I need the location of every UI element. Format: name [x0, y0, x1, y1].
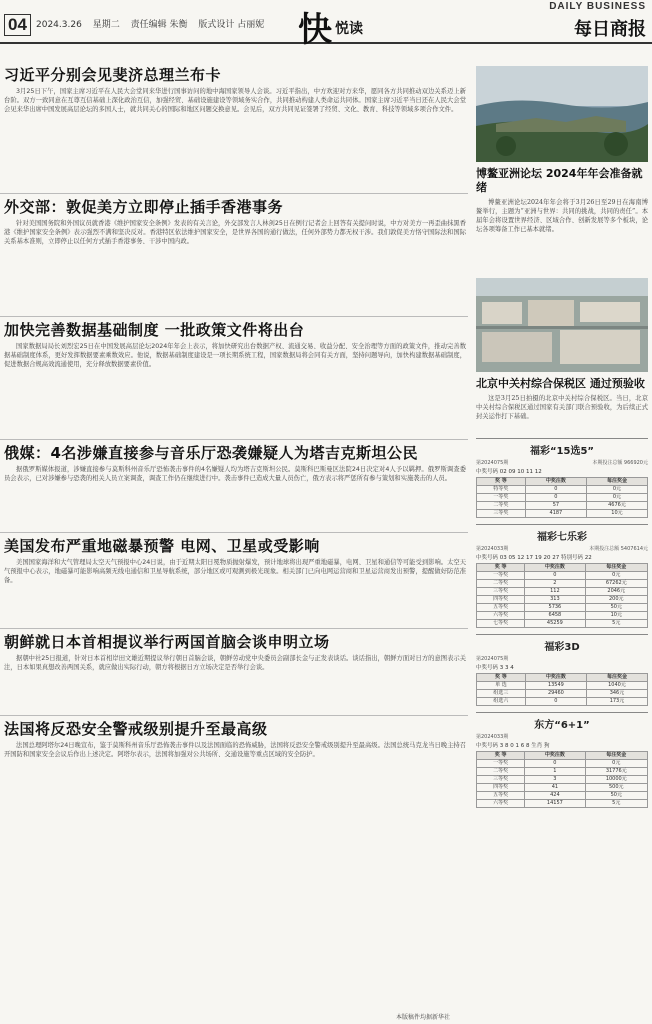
designer-credit: 版式设计 占丽妮 [198, 20, 265, 30]
lottery-numbers: 中奖号码 3 3 4 [476, 665, 514, 671]
table-row: 二等奖 1 31776元 [477, 768, 648, 776]
article-headline: 美国发布严重地磁暴预警 电网、卫星或受影响 [4, 537, 320, 555]
lottery-3d [476, 634, 648, 706]
table-row: 七等奖 45259 5元 [477, 620, 648, 628]
table-row: 一等奖 0 0元 [477, 572, 648, 580]
table-row: 特等奖 0 0元 [477, 486, 648, 494]
source-credit: 本版稿件均据新华社 [396, 1014, 451, 1021]
col-header: 中奖注数 [525, 478, 586, 486]
divider [0, 532, 468, 533]
issue-date: 2024.3.26 [36, 20, 82, 30]
lottery-period: 第2024075期 [476, 460, 509, 466]
lottery-numbers: 中奖号码 03 05 12 17 19 20 27 特别号码 22 [476, 555, 592, 561]
lottery-numbers: 中奖号码 3 8 0 1 6 8 生肖 狗 [476, 743, 550, 749]
article-dprk-japan [0, 633, 468, 708]
boao-island-photo [476, 66, 648, 162]
brand-chinese: 每日商报 [574, 19, 646, 40]
lottery-qilecai [476, 524, 648, 628]
article-body: 美国国家海洋和大气管理局太空天气预报中心24日说，由于近期太阳日冕物质抛射爆发，预计地球将出现严重地磁暴，电网、卫星和通信等可能受到影响。太空天气预报中心表示，地磁暴可能影响高频无线电通信和卫星导航系统，部分地区或可观测到极光现象。相关部门已向电网运营商和卫星运营商发出预警，提醒做好防范准备。 [4, 559, 466, 584]
article-headline: 法国将反恐安全警戒级别提升至最高级 [4, 720, 268, 738]
article-body: 据俄罗斯媒体报道，涉嫌直接参与莫斯科州音乐厅恐怖袭击事件的4名嫌疑人均为塔吉克斯坦公民。莫斯科巴斯曼区法院24日决定对4人予以羁押。俄罗斯调查委员会表示，已对涉嫌参与恐袭的相关人员立案调查，调查工作仍在继续进行中。袭击事件已造成大量人员伤亡，俄方表示将严惩所有参与策划和实施袭击的人员。 [4, 466, 466, 482]
table-row: 组选六 0 173元 [477, 698, 648, 706]
article-mfa-hongkong [0, 198, 468, 309]
lottery-table [476, 563, 648, 628]
main-column [0, 66, 468, 802]
divider [0, 628, 468, 629]
table-row: 一等奖 0 0元 [477, 760, 648, 768]
divider [0, 316, 468, 317]
table-row: 二等奖 2 67262元 [477, 580, 648, 588]
sidebar-story-body: 这是3月25日拍摄的北京中关村综合保税区。当日，北京中关村综合保税区通过国家有关部门联合预验收，为后续正式封关运作打下基础。 [476, 395, 648, 420]
lottery-title: 福彩“15选5” [529, 446, 595, 457]
table-row: 五等奖 5736 50元 [477, 604, 648, 612]
article-headline: 外交部：敦促美方立即停止插手香港事务 [4, 198, 284, 216]
table-row: 四等奖 313 200元 [477, 596, 648, 604]
table-row: 三等奖 112 2046元 [477, 588, 648, 596]
bonded-zone-aerial-photo [476, 278, 648, 372]
lottery-title: 福彩七乐彩 [537, 532, 587, 543]
section-logo: 快 [298, 10, 332, 50]
page-number: 04 [4, 14, 31, 36]
sidebar-story-body: 博鳌亚洲论坛2024年年会将于3月26日至29日在海南博鳌举行，主题为“亚洲与世界：共同的挑战，共同的责任”。本届年会将设置世界经济、区域合作、创新发展等多个板块，论坛各项筹备工作已基本就绪。 [476, 199, 648, 233]
article-body: 法国总理阿塔尔24日晚宣布，鉴于莫斯科州音乐厅恐怖袭击事件以及法国面临的恐怖威胁，法国将反恐安全警戒级别提升至最高级。法国总统马克龙当日晚主持召开国防和国家安全会议后作出上述决定。阿塔尔表示，法国将加强对公共场所、交通设施等重点区域的安全防护。 [4, 742, 466, 758]
sidebar [476, 66, 648, 814]
col-header: 中奖注数 [525, 674, 586, 682]
sidebar-story-title: 博鳌亚洲论坛 2024年年会准备就绪 [476, 167, 643, 194]
brand-english: DAILY BUSINESS [549, 1, 646, 12]
article-headline: 加快完善数据基础制度 一批政策文件将出台 [4, 321, 305, 339]
article-headline: 习近平分别会见斐济总理兰布卡 [4, 66, 222, 84]
col-header: 奖 等 [477, 564, 525, 572]
table-row: 六等奖 14157 5元 [477, 800, 648, 808]
article-geomagnetic [0, 537, 468, 621]
article-headline: 俄媒：4名涉嫌直接参与音乐厅恐袭嫌疑人为塔吉克斯坦公民 [4, 444, 418, 462]
divider [0, 439, 468, 440]
article-body: 3月25日下午，国家主席习近平在人民大会堂同来华进行国事访问的地中海国家领导人会谈。习近平指出，中方欢迎对方来华，愿同各方共同推动双边关系迈上新台阶。双方一致同意在互尊互信基础上深化政治互信，加强经贸、基础设施建设等领域务实合作，共同推动构建人类命运共同体。国家主席习近平当日还在人民大会堂会见来华出席中国发展高层论坛的多国人士，就共同关心的国际和地区问题交换意见。会见后，双方共同见证签署了经贸、文化、教育、科技等领域多项合作文件。 [4, 88, 466, 113]
article-headline: 朝鲜就日本首相提议举行两国首脑会谈申明立场 [4, 633, 330, 651]
article-xi-meeting [0, 66, 468, 186]
lottery-sales: 本期投注总额 5407614元 [589, 546, 648, 552]
lottery-table [476, 673, 648, 706]
lottery-period: 第2024033期 [476, 546, 509, 552]
lottery-period: 第2024033期 [476, 734, 509, 740]
col-header: 奖 等 [477, 674, 526, 682]
col-header: 每注奖金 [585, 752, 647, 760]
col-header: 每注奖金 [585, 564, 647, 572]
table-row: 二等奖 57 4676元 [477, 502, 648, 510]
table-row: 三等奖 4187 10元 [477, 510, 648, 518]
editor-credit: 责任编辑 朱衡 [130, 20, 188, 30]
masthead [0, 0, 652, 50]
issue-weekday: 星期二 [92, 20, 120, 30]
lottery-15x5 [476, 438, 648, 518]
article-body: 国家数据局局长刘烈宏25日在中国发展高层论坛2024年年会上表示，将加快研究出台数据产权、流通交易、收益分配、安全治理等方面的政策文件，推动完善数据基础制度体系，更好发挥数据要素乘数效应。他说，数据基础制度建设是一项长期系统工程，国家数据局将会同有关方面，坚持问题导向，加快构建数据基础制度，促进数据合规高效流通使用，充分释放数据要素价值。 [4, 343, 466, 368]
table-row: 三等奖 3 10000元 [477, 776, 648, 784]
article-france-alert [0, 720, 468, 795]
table-row: 组选三 29460 346元 [477, 690, 648, 698]
col-header: 奖 等 [477, 752, 525, 760]
col-header: 中奖注数 [525, 752, 585, 760]
article-body: 针对美国国务院和外国议员就香港《维护国家安全条例》发表的有关言论，外交部发言人林剑25日在例行记者会上回答有关提问时说，中方对美方一再歪曲抹黑香港《维护国家安全条例》表示强烈不满和坚决反对。香港特区依法维护国家安全，是世界各国的通行做法，任何外部势力都无权干涉。我们敦促美方恪守国际法和国际关系基本准则，立即停止以任何方式插手香港事务、干涉中国内政。 [4, 220, 466, 245]
divider [0, 193, 468, 194]
table-row: 单 选 13549 1040元 [477, 682, 648, 690]
lottery-title: 福彩3D [544, 642, 580, 653]
lottery-period: 第2024075期 [476, 656, 509, 662]
col-header: 中奖注数 [525, 564, 585, 572]
lottery-table [476, 751, 648, 808]
lottery-table [476, 477, 648, 518]
table-row: 四等奖 41 500元 [477, 784, 648, 792]
lottery-title: 东方“6+1” [534, 720, 590, 731]
sidebar-story-title: 北京中关村综合保税区 通过预验收 [476, 377, 645, 390]
article-russia-attack [0, 444, 468, 525]
boao-photo [476, 66, 648, 162]
col-header: 奖 等 [477, 478, 526, 486]
lottery-sales: 本期投注总额 966920元 [592, 460, 648, 466]
divider [0, 715, 468, 716]
article-data-policy [0, 321, 468, 432]
table-row: 一等奖 0 0元 [477, 494, 648, 502]
section-name: 悦读 [335, 21, 363, 37]
zhongguancun-photo [476, 278, 648, 372]
table-row: 六等奖 6458 10元 [477, 612, 648, 620]
lottery-dongfang-6plus1 [476, 712, 648, 808]
col-header: 每注奖金 [586, 674, 647, 682]
lottery-numbers: 中奖号码 02 09 10 11 12 [476, 469, 542, 475]
masthead-meta [36, 17, 272, 30]
article-body: 据朝中社25日报道，针对日本首相岸田文雄近期提议举行朝日首脑会谈，朝鲜劳动党中央委员会副部长金与正发表谈话。谈话指出，朝鲜方面对日方的意图表示关注，日本如果真想改善两国关系，就应做出实际行动，朝方将根据日方立场决定是否举行会谈。 [4, 655, 466, 671]
col-header: 每注奖金 [586, 478, 647, 486]
table-row: 五等奖 424 50元 [477, 792, 648, 800]
